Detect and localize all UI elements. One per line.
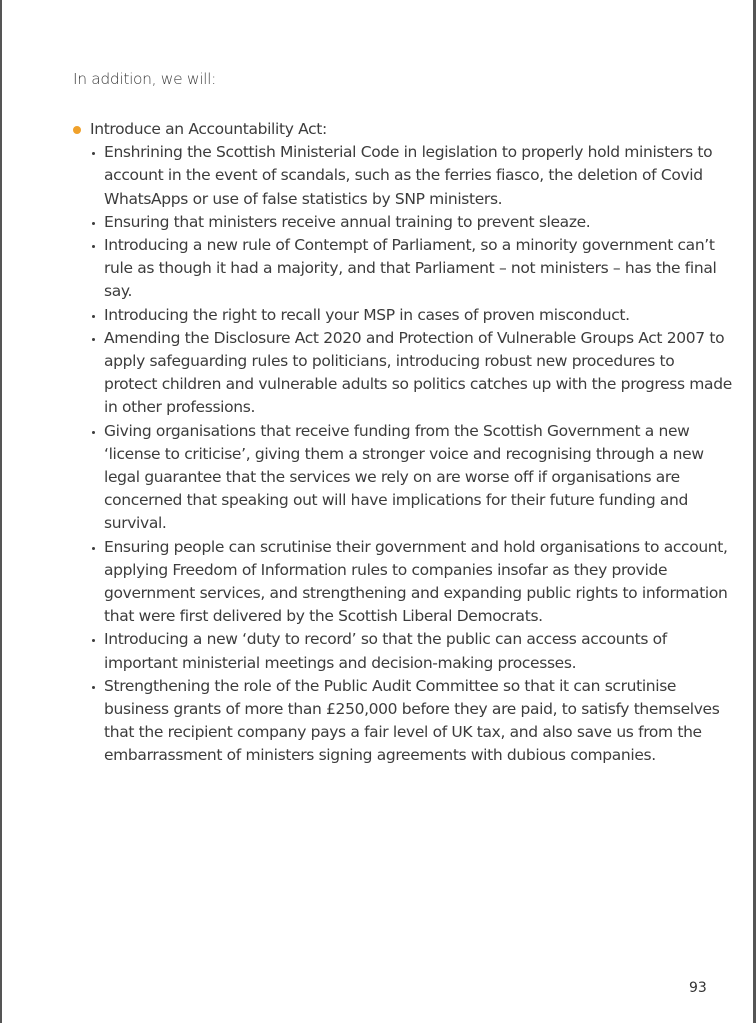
bullet-icon [92,152,95,155]
bullet-icon [92,547,95,550]
list-item [90,536,732,629]
intro-text: In addition, we will: [73,70,216,88]
bullet-icon [92,245,95,248]
list-item-text: Strengthening the role of the Public Audit Committee so that it can scrutinise business grants of more than £250,000 before they are paid, to satisfy themselves that the recipient company pays a fair level of UK tax, and also save us from the embarrassment of ministers signing agreements with dubious companies. [104,676,720,765]
list-item [90,304,732,327]
page-number: 93 [689,980,707,996]
bullet-icon [92,686,95,689]
commitments-list [72,118,732,768]
sub-list [90,141,732,767]
bullet-icon [92,315,95,318]
list-item [90,675,732,768]
list-item [90,234,732,304]
bullet-icon [92,222,95,225]
list-item-text: Amending the Disclosure Act 2020 and Protection of Vulnerable Groups Act 2007 to apply safeguarding rules to politicians, introducing robust new procedures to protect children and vulnerable adults so politics catches up with the progress made in other professions. [104,328,732,417]
accountability-act-item [72,118,732,768]
list-heading: Introduce an Accountability Act: [90,120,327,138]
list-item [90,211,732,234]
list-item-text: Enshrining the Scottish Ministerial Code in legislation to properly hold ministers to account in the event of scandals, such as the ferries fiasco, the deletion of Covid WhatsApps or use of false statistics by SNP ministers. [104,143,713,208]
list-item-text: Introducing a new rule of Contempt of Parliament, so a minority government can’t rule as though it had a majority, and that Parliament – not ministers – has the final say. [104,236,717,301]
list-item [90,628,732,674]
list-item-text: Introducing a new ‘duty to record’ so that the public can access accounts of important ministerial meetings and decision-making processes. [104,630,667,672]
list-item-text: Ensuring that ministers receive annual training to prevent sleaze. [104,212,591,231]
bullet-icon [92,431,95,434]
bullet-icon [92,639,95,642]
list-item-text: Introducing the right to recall your MSP in cases of proven misconduct. [104,305,630,324]
list-item [90,141,732,211]
list-item-text: Giving organisations that receive funding from the Scottish Government a new ‘license to criticise’, giving them a stronger voice and recognising through a new legal guarantee that the services we rely on are worse off if organisations are concerned that speaking out will have implications for their future funding and survival. [104,421,704,533]
bullet-icon [92,338,95,341]
list-item [90,327,732,420]
orange-bullet-icon [73,126,81,134]
list-item-text: Ensuring people can scrutinise their government and hold organisations to account, applying Freedom of Information rules to companies insofar as they provide government services, and strengthening and expanding public rights to information that were first delivered by the Scottish Liberal Democrats. [104,537,728,626]
list-item [90,420,732,536]
